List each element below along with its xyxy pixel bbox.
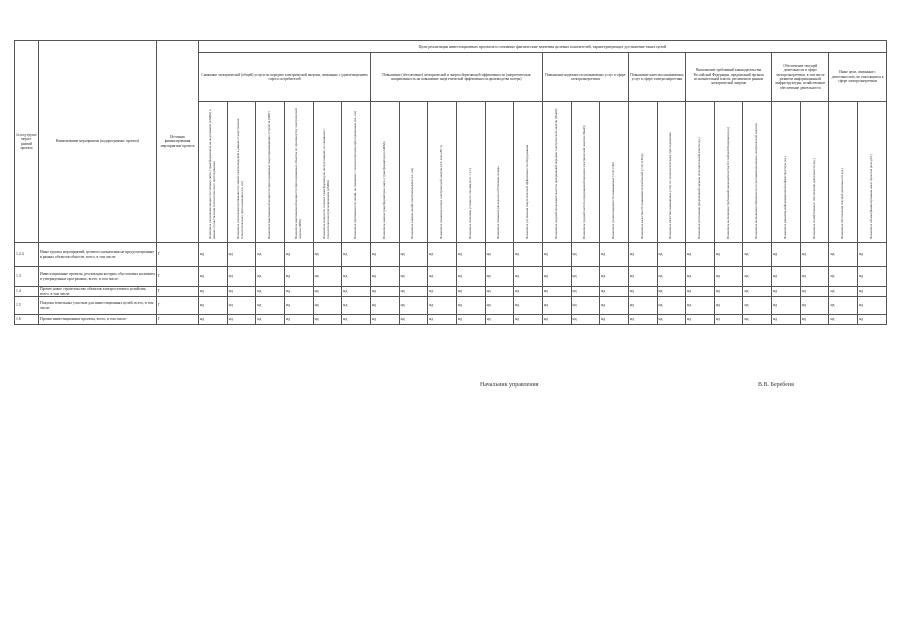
value-cell: нд xyxy=(657,267,686,287)
value-cell: нд xyxy=(743,267,772,287)
value-cell: нд xyxy=(657,297,686,315)
value-cell: нд xyxy=(399,267,428,287)
indicator-header xyxy=(542,102,571,243)
row-source: Г xyxy=(157,315,199,325)
row-name: Инвестиционные проекты, реализация которых обусловлена наличием в утвержденных программах, всего, в том числе: xyxy=(39,267,157,287)
value-cell: нд xyxy=(313,243,342,267)
indicator-header-label: Показатель мощности силовых трансформаторов на подстанциях, не связанных с технологическим присоединением (ΔМВА) xyxy=(322,128,331,239)
col-header-number: № под-групп/ мероп-риятий проекта xyxy=(15,41,39,243)
goal-group-header: Повышение качества оказываемых услуг в сфере электроэнергетики xyxy=(628,53,685,102)
value-cell: нд xyxy=(313,297,342,315)
indicator-header-label: Показатель исполнения предписаний органов исполнительной власти (ед.) xyxy=(697,137,702,239)
goal-group-header: Повышение надежности оказываемых услуг в сфере электроэнергетики xyxy=(542,53,628,102)
table-row xyxy=(15,297,887,315)
value-cell: нд xyxy=(571,267,600,287)
value-cell: нд xyxy=(313,267,342,287)
value-cell: нд xyxy=(714,297,743,315)
value-cell: нд xyxy=(399,287,428,297)
value-cell: нд xyxy=(514,267,543,287)
value-cell: нд xyxy=(428,315,457,325)
value-cell: нд xyxy=(342,243,371,267)
value-cell: нд xyxy=(256,287,285,297)
indicator-header xyxy=(714,102,743,243)
value-cell: нд xyxy=(485,287,514,297)
indicator-header-label: Показатель протяженности линий, не связанных с технологическим присоединением (ΔL, км) xyxy=(353,111,358,239)
value-cell: нд xyxy=(542,315,571,325)
value-cell: нд xyxy=(199,287,228,297)
indicator-header xyxy=(800,102,829,243)
indicator-header xyxy=(227,102,256,243)
value-cell: нд xyxy=(485,267,514,287)
value-cell: нд xyxy=(284,287,313,297)
indicator-header xyxy=(829,102,858,243)
value-cell: нд xyxy=(256,243,285,267)
value-cell: нд xyxy=(428,287,457,297)
indicator-header xyxy=(199,102,228,243)
indicator-header-label: Показатель качества оказываемых услуг по технологическому присоединению xyxy=(668,132,673,239)
value-cell: нд xyxy=(657,243,686,267)
value-cell: нд xyxy=(657,287,686,297)
value-cell: нд xyxy=(370,243,399,267)
value-cell: нд xyxy=(428,267,457,287)
row-number: 1.4 xyxy=(15,287,39,297)
value-cell: нд xyxy=(456,297,485,315)
row-number: 1.5 xyxy=(15,297,39,315)
indicator-header-label: Показатель максимальной мощности присоединяемых объектов по производству электрической энергии (МВт) xyxy=(293,108,302,239)
value-cell: нд xyxy=(428,243,457,267)
value-cell: нд xyxy=(743,315,772,325)
row-name: Прочее новое строительство объектов электросетевого хозяйства, всего, в том числе: xyxy=(39,287,157,297)
value-cell: нд xyxy=(514,243,543,267)
indicator-header-label: Показатель замены линий электропередачи (ΔL, км) xyxy=(410,168,415,239)
indicator-header-label: Показатель хозяйственного обеспечения деятельности (ед.) xyxy=(811,158,816,239)
value-cell: нд xyxy=(657,315,686,325)
value-cell: нд xyxy=(829,243,858,267)
indicator-header-label: Показатель увеличения мощности силовых (авто-) трансформаторов на подстанциях (ΔМВА) в рамках осуществления технологического присоединения xyxy=(207,109,216,239)
value-cell: нд xyxy=(829,267,858,287)
value-cell: нд xyxy=(313,315,342,325)
col-header-source: Источник финансирования мероприятия/ проекта xyxy=(157,41,199,243)
value-cell: нд xyxy=(829,315,858,325)
indicator-header xyxy=(370,102,399,243)
indicator-header xyxy=(428,102,457,243)
row-name: Иные группы мероприятий, целевого назначения не предусмотренные в рамках объектов обществ, всего, в том числе: xyxy=(39,243,157,267)
value-cell: нд xyxy=(399,243,428,267)
table-row xyxy=(15,315,887,325)
value-cell: нд xyxy=(600,287,629,297)
value-cell: нд xyxy=(284,267,313,287)
value-cell: нд xyxy=(199,315,228,325)
value-cell: нд xyxy=(714,267,743,287)
value-cell: нд xyxy=(858,243,887,267)
value-cell: нд xyxy=(800,315,829,325)
value-cell: нд xyxy=(686,243,715,267)
value-cell: нд xyxy=(772,287,801,297)
value-cell: нд xyxy=(743,297,772,315)
col-header-name: Наименование мероприятия (подпрограммы/ проекта) xyxy=(39,41,157,243)
col-header-goals: Цели реализации инвестиционных проектов и основные фактические значения целевых показателей, характеризующих достижение таких целей xyxy=(199,41,887,53)
value-cell: нд xyxy=(542,287,571,297)
indicator-header xyxy=(743,102,772,243)
value-cell: нд xyxy=(600,267,629,287)
value-cell: нд xyxy=(829,287,858,297)
value-cell: нд xyxy=(456,315,485,325)
value-cell: нд xyxy=(628,287,657,297)
value-cell: нд xyxy=(829,297,858,315)
value-cell: нд xyxy=(571,297,600,315)
indicator-header-label: Показатель выполнения обязательств по регламентам рынков электрической энергии xyxy=(754,123,759,239)
value-cell: нд xyxy=(628,243,657,267)
value-cell: нд xyxy=(686,287,715,297)
indicator-header xyxy=(399,102,428,243)
goal-group-header: Повышение (обеспечение) электрической и энергосберегающей эффективности (энергетическая направленность на повышение энергетической эффективности производства потерь) xyxy=(370,53,542,102)
value-cell: нд xyxy=(370,315,399,325)
value-cell: нд xyxy=(284,243,313,267)
goal-group-header: Обеспечение текущей деятельности в сфере электроэнергетики, в том числе развитие информационной инфраструктуры, хозяйственное обеспечение деятельности xyxy=(772,53,829,102)
value-cell: нд xyxy=(256,315,285,325)
indicators-table xyxy=(14,40,887,325)
value-cell: нд xyxy=(772,297,801,315)
value-cell: нд xyxy=(456,287,485,297)
signatory-name: В.В. Беребеня xyxy=(758,382,794,388)
value-cell: нд xyxy=(686,267,715,287)
goal-group-header: Выполнение требований законодательства Российской Федерации, предписаний органов исполнительной власти, регламентов рынков электрической энергии xyxy=(686,53,772,102)
table-row xyxy=(15,243,887,267)
value-cell: нд xyxy=(858,287,887,297)
value-cell: нд xyxy=(199,267,228,287)
value-cell: нд xyxy=(772,243,801,267)
value-cell: нд xyxy=(370,287,399,297)
row-number: 1.2.4 xyxy=(15,243,39,267)
goal-group-header: Снижение электрической (общей) услуги по передаче электрической энергии, связанных с удовлетворением спроса потребителей xyxy=(199,53,371,102)
value-cell: нд xyxy=(800,297,829,315)
value-cell: нд xyxy=(284,315,313,325)
value-cell: нд xyxy=(485,315,514,325)
indicator-header-label: Показатель увеличения протяженности линий электропередачи в рамках осуществления технологического присоединения (ΔL, км) xyxy=(236,118,245,239)
value-cell: нд xyxy=(542,297,571,315)
indicator-header-label: Показатель объема финансирования иных проектов (млн руб.) xyxy=(869,154,874,239)
row-number: 1.3 xyxy=(15,267,39,287)
value-cell: нд xyxy=(456,267,485,287)
value-cell: нд xyxy=(199,297,228,315)
value-cell: нд xyxy=(313,287,342,297)
value-cell: нд xyxy=(571,287,600,297)
value-cell: нд xyxy=(370,297,399,315)
value-cell: нд xyxy=(542,243,571,267)
row-name: Прочие инвестиционные проекты, всего, в том числе: xyxy=(39,315,157,325)
value-cell: нд xyxy=(485,297,514,315)
row-name: Покупка земельных участков для инвестиционных целей, всего, в том числе: xyxy=(39,297,157,315)
row-source: Г xyxy=(157,267,199,287)
indicator-header-label: Показатель максимальной мощности присоединяемых энергопринимающих устройств (МВт) xyxy=(267,111,272,239)
row-source: Г xyxy=(157,243,199,267)
value-cell: нд xyxy=(485,243,514,267)
value-cell: нд xyxy=(571,315,600,325)
indicator-header-label: Показатель средней продолжительности прекращений передачи электрической энергии (Пsaidi) xyxy=(553,108,558,239)
value-cell: нд xyxy=(858,297,887,315)
indicator-header xyxy=(313,102,342,243)
indicator-header-label: Показатель снижения расхода на собственные нужды xyxy=(496,166,501,239)
value-cell: нд xyxy=(456,243,485,267)
value-cell: нд xyxy=(628,267,657,287)
value-cell: нд xyxy=(772,315,801,325)
value-cell: нд xyxy=(370,267,399,287)
row-source: Г xyxy=(157,287,199,297)
value-cell: нд xyxy=(772,267,801,287)
value-cell: нд xyxy=(399,297,428,315)
indicator-header-label: Показатель выполнения требований законодательства Российской Федерации (ед.) xyxy=(725,126,730,239)
value-cell: нд xyxy=(399,315,428,325)
value-cell: нд xyxy=(800,267,829,287)
indicator-header-label: Показатель обеспечения текущей деятельности (ед.) xyxy=(840,167,845,239)
indicator-header xyxy=(571,102,600,243)
indicator-header xyxy=(686,102,715,243)
indicator-header xyxy=(342,102,371,243)
value-cell: нд xyxy=(571,243,600,267)
indicator-header xyxy=(600,102,629,243)
indicator-header-label: Показатель экономии условного топлива (тыс. т у.т.) xyxy=(467,168,472,239)
indicator-header-label: Показатель развития информационной инфраструктуры (ед.) xyxy=(783,156,787,239)
indicator-header-label: Показатель замены трансформаторов, (авто-) трансформаторов (ΔМВА) xyxy=(381,141,386,239)
value-cell: нд xyxy=(227,267,256,287)
indicator-header xyxy=(485,102,514,243)
indicator-header xyxy=(514,102,543,243)
value-cell: нд xyxy=(227,297,256,315)
value-cell: нд xyxy=(858,267,887,287)
indicator-header xyxy=(657,102,686,243)
value-cell: нд xyxy=(256,267,285,287)
indicator-header-label: Показатель уровня надежности оказываемых услуг (Пн) xyxy=(611,162,616,239)
value-cell: нд xyxy=(227,243,256,267)
value-cell: нд xyxy=(342,297,371,315)
value-cell: нд xyxy=(342,315,371,325)
value-cell: нд xyxy=(600,315,629,325)
value-cell: нд xyxy=(686,297,715,315)
value-cell: нд xyxy=(514,297,543,315)
value-cell: нд xyxy=(199,243,228,267)
indicator-header-label: Показатель улучшения энергетической эффективности оборудования xyxy=(525,144,530,239)
indicator-header-label: Показатель снижения потерь электрической энергии (ΔЭ, млн кВт·ч) xyxy=(439,145,444,239)
value-cell: нд xyxy=(514,315,543,325)
value-cell: нд xyxy=(743,243,772,267)
value-cell: нд xyxy=(284,297,313,315)
row-source: Г xyxy=(157,297,199,315)
value-cell: нд xyxy=(858,315,887,325)
table-row xyxy=(15,267,887,287)
indicator-header xyxy=(456,102,485,243)
value-cell: нд xyxy=(628,297,657,315)
value-cell: нд xyxy=(256,297,285,315)
value-cell: нд xyxy=(686,315,715,325)
value-cell: нд xyxy=(800,287,829,297)
value-cell: нд xyxy=(227,315,256,325)
value-cell: нд xyxy=(514,287,543,297)
value-cell: нд xyxy=(227,287,256,297)
table-row xyxy=(15,287,887,297)
indicator-header-label: Показатель средней частоты прекращений передачи электрической энергии (Пsaifi) xyxy=(582,125,587,239)
value-cell: нд xyxy=(428,297,457,315)
value-cell: нд xyxy=(600,243,629,267)
value-cell: нд xyxy=(542,267,571,287)
value-cell: нд xyxy=(342,267,371,287)
goal-group-header: Иные цели, связанные с деятельностью, не относящиеся к сфере электроэнергетики xyxy=(829,53,886,102)
value-cell: нд xyxy=(714,243,743,267)
signatory-position: Начальник управления xyxy=(480,382,539,388)
indicator-header xyxy=(628,102,657,243)
indicator-header-label: Показатель качества обслуживания потребителей услуг (Птпр) xyxy=(639,153,644,239)
value-cell: нд xyxy=(342,287,371,297)
value-cell: нд xyxy=(714,287,743,297)
value-cell: нд xyxy=(600,297,629,315)
indicator-header xyxy=(256,102,285,243)
value-cell: нд xyxy=(628,315,657,325)
row-number: 1.6 xyxy=(15,315,39,325)
indicator-header xyxy=(284,102,313,243)
indicator-header xyxy=(858,102,887,243)
value-cell: нд xyxy=(714,315,743,325)
indicator-header xyxy=(772,102,801,243)
value-cell: нд xyxy=(743,287,772,297)
value-cell: нд xyxy=(800,243,829,267)
